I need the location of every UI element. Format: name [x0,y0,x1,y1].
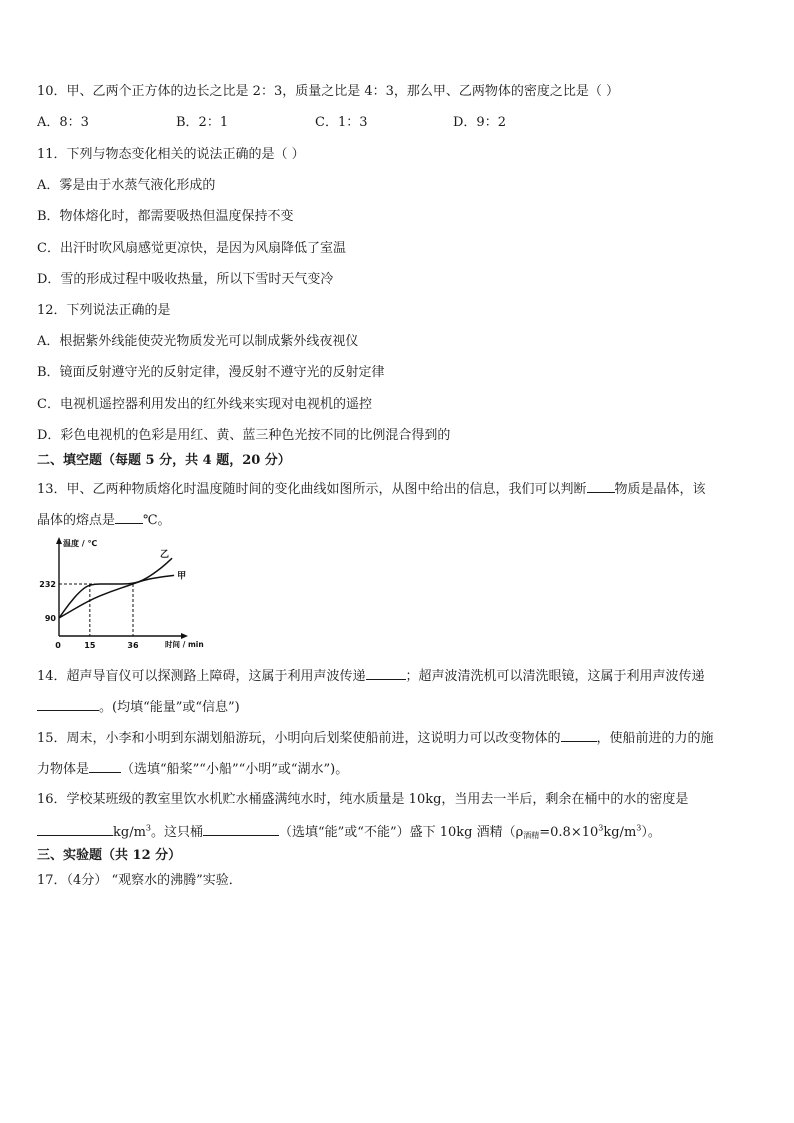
series-label-1: 乙 [160,550,170,561]
q16-unit-1-exp: 3 [145,823,151,833]
q12-option-d: D．彩色电视机的色彩是用红、黄、蓝三种色光按不同的比例混合得到的 [37,428,451,443]
q15-blank-2[interactable] [89,759,121,773]
tick-labels [39,580,139,650]
q13-blank-1[interactable] [587,479,615,493]
q10-stem: 10．甲、乙两个正方体的边长之比是 2：3，质量之比是 4：3，那么甲、乙两物体的密度之比是（ ） [37,84,620,99]
series-lines [59,549,186,618]
q12-stem: 12．下列说法正确的是 [37,303,171,318]
guide-lines [59,584,133,636]
q15-text-2b: （选填“船桨”“小船”“小明”或“湖水”)。 [121,762,349,777]
q16-text-2b: 。这只桶 [151,825,204,840]
q15-line-1 [37,728,714,748]
y-axis-label: 温度 / ℃ [63,539,98,548]
q16-power: 3 [598,823,604,833]
q14-line-2 [37,697,240,717]
q11-option-d: D．雪的形成过程中吸收热量，所以下雪时天气变冷 [37,272,334,287]
q14-text-1a: 14．超声导盲仪可以探测路上障碍，这属于利用声波传递 [37,669,366,684]
q15-line-2 [37,759,348,779]
q13-text-1b: 物质是晶体，该 [614,482,706,497]
q15-blank-1[interactable] [561,728,597,742]
x-tick-0: 0 [55,641,61,650]
q11-stem: 11．下列与物态变化相关的说法正确的是（ ） [37,147,305,162]
q10-option-d: D．9：2 [453,115,506,130]
section-title-experiment: 三、实验题（共 12 分） [37,848,182,863]
q13-text-2b: ℃。 [143,513,171,528]
q16-unit-2-exp: 3 [636,823,642,833]
q16-blank-1[interactable] [37,822,113,836]
q16-text-2c: （选填“能”或“不能”）盛下 10kg 酒精（ρ [279,825,524,840]
y-tick-232: 232 [39,580,56,589]
q14-blank-1[interactable] [366,666,406,680]
series-label-0: 甲 [177,571,187,582]
q14-text-2: 。(均填“能量”或“信息”) [99,700,240,715]
q14-blank-2[interactable] [37,697,99,711]
series-line-1 [59,558,172,618]
q16-text-2f: ）。 [641,825,661,840]
q12-option-a: A．根据紫外线能使荧光物质发光可以制成紫外线夜视仪 [37,334,359,349]
q13-line-2 [37,510,171,530]
x-tick-36: 36 [127,641,139,650]
q14-line-1 [37,666,705,686]
q16-unit-1: kg/m [113,825,146,840]
q10-option-a: A．8：3 [37,115,89,130]
q16-blank-2[interactable] [203,822,279,836]
q16-rho-subscript: 酒精 [523,831,540,840]
q16-line-1: 16．学校某班级的教室里饮水机贮水桶盛满纯水时，纯水质量是 10kg，当用去一半后，剩余在桶中的水的密度是 [37,792,689,807]
q12-option-c: C．电视机遥控器利用发出的红外线来实现对电视机的遥控 [37,397,372,412]
q13-text-2a: 晶体的熔点是 [37,513,116,528]
q17-stem: 17．（4分） “观察水的沸腾”实验． [37,873,242,888]
q15-text-1a: 15．周末，小李和小明到东湖划船游玩，小明向后划桨使船前进，这说明力可以改变物体的 [37,731,561,746]
q10-option-b: B．2：1 [176,115,229,130]
q13-line-1 [37,479,706,499]
q16-text-2e: kg/m [603,825,637,840]
x-axis-label: 时间 / min [165,640,204,649]
q10-option-c: C．1：3 [315,115,368,130]
q16-line-2 [37,822,661,845]
y-tick-90: 90 [44,614,56,623]
series-line-0 [59,575,174,618]
q13-blank-2[interactable] [115,510,143,524]
q15-text-2a: 力物体是 [37,762,90,777]
q15-text-1b: ，使船前进的力的施 [596,731,714,746]
section-title-fill-in: 二、填空题（每题 5 分，共 4 题，20 分） [37,453,291,468]
x-tick-15: 15 [84,641,96,650]
q13-text-1a: 13．甲、乙两种物质熔化时温度随时间的变化曲线如图所示，从图中给出的信息，我们可以判断 [37,482,587,497]
q11-option-c: C．出汗时吹风扇感觉更凉快，是因为风扇降低了室温 [37,241,346,256]
q11-option-b: B．物体熔化时，都需要吸热但温度保持不变 [37,209,294,224]
q16-text-2d: =0.8×10 [539,825,599,840]
melting-curve-chart [37,534,212,652]
x-axis-arrow [181,633,188,639]
q12-option-b: B．镜面反射遵守光的反射定律，漫反射不遵守光的反射定律 [37,365,385,380]
q14-text-1b: ；超声波清洗机可以清洗眼镜，这属于利用声波传递 [405,669,705,684]
q11-option-a: A．雾是由于水蒸气液化形成的 [37,178,216,193]
y-axis-arrow [56,537,62,544]
